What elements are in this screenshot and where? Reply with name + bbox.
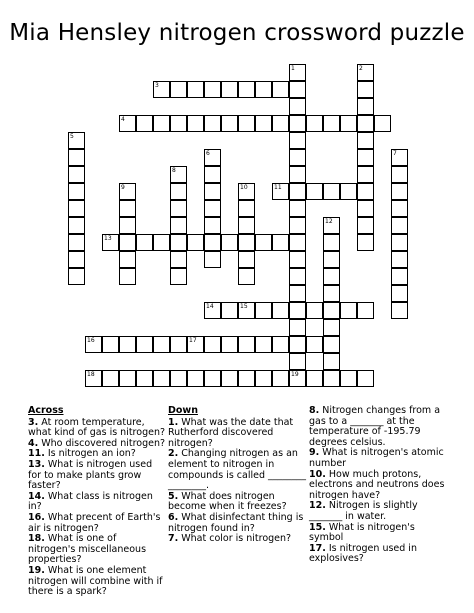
grid-cell[interactable] [204, 81, 221, 98]
grid-cell[interactable] [340, 302, 357, 319]
clue-number: 8 [172, 167, 176, 174]
clue-item [309, 544, 449, 565]
grid-cell[interactable] [289, 64, 306, 81]
clue-number: 4 [121, 116, 125, 123]
grid-cell[interactable] [238, 268, 255, 285]
grid-cell[interactable] [289, 353, 306, 370]
page-title: Mia Hensley nitrogen crossword puzzle [9, 20, 465, 46]
grid-cell[interactable] [170, 370, 187, 387]
grid-cell[interactable] [238, 234, 255, 251]
clue-text: What class is nitrogen in? [28, 490, 153, 513]
across-clues [28, 406, 166, 598]
grid-cell[interactable] [289, 149, 306, 166]
grid-cell[interactable] [119, 234, 136, 251]
grid-cell[interactable] [289, 268, 306, 285]
grid-cell[interactable] [357, 81, 374, 98]
grid-cell[interactable] [391, 234, 408, 251]
grid-cell[interactable] [238, 200, 255, 217]
grid-cell[interactable] [289, 132, 306, 149]
grid-cell[interactable] [306, 183, 323, 200]
grid-cell[interactable] [187, 234, 204, 251]
grid-cell[interactable] [289, 251, 306, 268]
grid-cell[interactable] [357, 98, 374, 115]
clue-number: 3 [155, 82, 159, 89]
grid-cell[interactable] [119, 336, 136, 353]
clue-text: Is nitrogen used in explosives? [309, 542, 417, 565]
clue-text: What is one element nitrogen will combine with if there is a spark? [28, 564, 163, 598]
grid-cell[interactable] [289, 302, 306, 319]
clue-text: What precent of Earth's air is nitrogen? [28, 511, 161, 534]
clue-number: 10 [240, 184, 248, 191]
clue-number: 5. [168, 490, 179, 502]
grid-cell[interactable] [204, 149, 221, 166]
down-heading: Down [168, 405, 198, 416]
clue-text: Is nitrogen an ion? [44, 448, 136, 460]
clue-number: 15. [309, 521, 326, 533]
clue-item [28, 492, 166, 513]
clue-number: 1. [168, 416, 179, 428]
grid-cell[interactable] [323, 336, 340, 353]
clue-item [168, 492, 306, 513]
clue-number: 12 [325, 218, 333, 225]
clue-number: 15 [240, 303, 248, 310]
clue-item [168, 418, 306, 450]
clue-number: 19 [291, 371, 299, 378]
grid-cell[interactable] [357, 370, 374, 387]
grid-cell[interactable] [221, 234, 238, 251]
clue-number: 8. [309, 405, 320, 416]
grid-cell[interactable] [68, 268, 85, 285]
clue-item [28, 513, 166, 534]
clue-item [309, 523, 449, 544]
clue-number: 17. [309, 542, 326, 554]
grid-cell[interactable] [187, 81, 204, 98]
grid-cell[interactable] [153, 115, 170, 132]
grid-cell[interactable] [119, 217, 136, 234]
grid-cell[interactable] [323, 234, 340, 251]
grid-cell[interactable] [255, 81, 272, 98]
clue-number: 11 [274, 184, 282, 191]
clue-number: 10. [309, 468, 326, 480]
clue-text: Who discovered nitrogen? [38, 437, 166, 449]
grid-cell[interactable] [204, 302, 221, 319]
grid-cell[interactable] [102, 370, 119, 387]
clue-text: What color is nitrogen? [178, 533, 292, 545]
grid-cell[interactable] [306, 302, 323, 319]
grid-cell[interactable] [221, 302, 238, 319]
clue-text: Nitrogen is slightly _______ in water. [309, 500, 418, 522]
grid-cell[interactable] [340, 115, 357, 132]
grid-cell[interactable] [357, 166, 374, 183]
clue-number: 14. [28, 490, 45, 502]
grid-cell[interactable] [255, 370, 272, 387]
grid-cell[interactable] [272, 115, 289, 132]
clue-item [168, 534, 306, 545]
grid-cell[interactable] [170, 268, 187, 285]
grid-cell[interactable] [204, 370, 221, 387]
clue-number: 13. [28, 458, 45, 470]
grid-cell[interactable] [289, 115, 306, 132]
clue-text: How much protons, electrons and neutrons does nitrogen have? [309, 468, 445, 501]
grid-cell[interactable] [221, 115, 238, 132]
grid-cell[interactable] [221, 336, 238, 353]
grid-cell[interactable] [187, 115, 204, 132]
grid-cell[interactable] [374, 115, 391, 132]
grid-cell[interactable] [68, 217, 85, 234]
grid-cell[interactable] [323, 285, 340, 302]
clue-number: 17 [189, 337, 197, 344]
grid-cell[interactable] [289, 336, 306, 353]
grid-cell[interactable] [170, 200, 187, 217]
grid-cell[interactable] [102, 234, 119, 251]
grid-cell[interactable] [68, 166, 85, 183]
grid-cell[interactable] [170, 81, 187, 98]
grid-cell[interactable] [255, 336, 272, 353]
grid-cell[interactable] [289, 217, 306, 234]
grid-cell[interactable] [136, 336, 153, 353]
grid-cell[interactable] [391, 166, 408, 183]
grid-cell[interactable] [323, 302, 340, 319]
grid-cell[interactable] [357, 302, 374, 319]
grid-cell[interactable] [357, 200, 374, 217]
grid-cell[interactable] [68, 200, 85, 217]
clue-item [168, 449, 306, 491]
grid-cell[interactable] [357, 234, 374, 251]
clue-number: 16. [28, 511, 45, 523]
grid-cell[interactable] [119, 251, 136, 268]
grid-cell[interactable] [323, 370, 340, 387]
clue-text: What is nitrogen's atomic number [309, 447, 444, 469]
grid-cell[interactable] [170, 166, 187, 183]
grid-cell[interactable] [238, 217, 255, 234]
clue-text: What is nitrogen used for to make plants grow faster? [28, 458, 153, 492]
grid-cell[interactable] [204, 336, 221, 353]
clue-number: 9 [121, 184, 125, 191]
grid-cell[interactable] [289, 200, 306, 217]
clue-item [309, 501, 449, 522]
grid-cell[interactable] [323, 319, 340, 336]
grid-cell[interactable] [340, 370, 357, 387]
clue-number: 6. [168, 511, 179, 523]
grid-cell[interactable] [357, 183, 374, 200]
clue-text: Changing nitrogen as an element to nitrogen in compounds is called ________ ________. [168, 448, 307, 492]
grid-cell[interactable] [204, 166, 221, 183]
grid-cell[interactable] [289, 183, 306, 200]
clue-text: What disinfectant thing is nitrogen found in? [168, 511, 304, 534]
grid-cell[interactable] [136, 115, 153, 132]
grid-cell[interactable] [357, 64, 374, 81]
grid-cell[interactable] [119, 370, 136, 387]
grid-cell[interactable] [187, 370, 204, 387]
grid-cell[interactable] [391, 268, 408, 285]
grid-cell[interactable] [289, 234, 306, 251]
grid-cell[interactable] [153, 81, 170, 98]
grid-cell[interactable] [119, 183, 136, 200]
grid-cell[interactable] [204, 251, 221, 268]
clue-item [28, 534, 166, 566]
down-clues [168, 406, 306, 545]
grid-cell[interactable] [68, 149, 85, 166]
clue-number: 4. [28, 437, 39, 449]
down-clues-continued [309, 406, 449, 565]
grid-cell[interactable] [170, 183, 187, 200]
clue-item [28, 566, 166, 598]
grid-cell[interactable] [221, 81, 238, 98]
grid-cell[interactable] [136, 234, 153, 251]
grid-cell[interactable] [289, 98, 306, 115]
clue-number: 16 [87, 337, 95, 344]
grid-cell[interactable] [170, 115, 187, 132]
grid-cell[interactable] [391, 285, 408, 302]
clue-item [28, 418, 166, 439]
clue-text: At room temperature, what kind of gas is nitrogen? [28, 416, 166, 439]
grid-cell[interactable] [272, 302, 289, 319]
grid-cell[interactable] [255, 234, 272, 251]
grid-cell[interactable] [306, 370, 323, 387]
grid-cell[interactable] [68, 234, 85, 251]
clue-number: 1 [291, 65, 295, 72]
grid-cell[interactable] [238, 370, 255, 387]
grid-cell[interactable] [170, 234, 187, 251]
grid-cell[interactable] [323, 353, 340, 370]
grid-cell[interactable] [289, 285, 306, 302]
grid-cell[interactable] [119, 115, 136, 132]
clue-number: 18. [28, 533, 45, 545]
grid-cell[interactable] [153, 336, 170, 353]
grid-cell[interactable] [323, 268, 340, 285]
grid-cell[interactable] [238, 115, 255, 132]
grid-cell[interactable] [170, 336, 187, 353]
grid-cell[interactable] [391, 149, 408, 166]
grid-cell[interactable] [306, 115, 323, 132]
grid-cell[interactable] [340, 183, 357, 200]
across-heading: Across [28, 405, 64, 416]
grid-cell[interactable] [119, 268, 136, 285]
grid-cell[interactable] [204, 234, 221, 251]
grid-cell[interactable] [323, 183, 340, 200]
grid-cell[interactable] [357, 149, 374, 166]
grid-cell[interactable] [187, 336, 204, 353]
grid-cell[interactable] [272, 81, 289, 98]
grid-cell[interactable] [204, 183, 221, 200]
grid-cell[interactable] [272, 234, 289, 251]
grid-cell[interactable] [391, 200, 408, 217]
clue-item [309, 406, 449, 448]
grid-cell[interactable] [255, 115, 272, 132]
grid-cell[interactable] [68, 183, 85, 200]
grid-cell[interactable] [306, 336, 323, 353]
clue-number: 11. [28, 448, 45, 460]
grid-cell[interactable] [391, 183, 408, 200]
grid-cell[interactable] [153, 234, 170, 251]
grid-cell[interactable] [357, 217, 374, 234]
grid-cell[interactable] [68, 132, 85, 149]
grid-cell[interactable] [272, 370, 289, 387]
clue-text: What is nitrogen's symbol [309, 521, 415, 544]
clue-number: 19. [28, 564, 45, 576]
clue-item [168, 513, 306, 534]
grid-cell[interactable] [289, 166, 306, 183]
grid-cell[interactable] [204, 200, 221, 217]
grid-cell[interactable] [204, 115, 221, 132]
grid-cell[interactable] [289, 370, 306, 387]
clue-item [309, 448, 449, 469]
grid-cell[interactable] [272, 336, 289, 353]
grid-cell[interactable] [238, 81, 255, 98]
clue-number: 18 [87, 371, 95, 378]
grid-cell[interactable] [85, 370, 102, 387]
clue-number: 3. [28, 416, 39, 428]
grid-cell[interactable] [153, 370, 170, 387]
clue-number: 5 [70, 133, 74, 140]
clue-number: 12. [309, 500, 326, 512]
grid-cell[interactable] [289, 319, 306, 336]
clue-item [309, 470, 449, 502]
grid-cell[interactable] [136, 370, 153, 387]
grid-cell[interactable] [272, 183, 289, 200]
clue-number: 9. [309, 447, 320, 459]
grid-cell[interactable] [289, 81, 306, 98]
clue-number: 2. [168, 448, 179, 460]
clue-number: 2 [359, 65, 363, 72]
grid-cell[interactable] [238, 251, 255, 268]
grid-cell[interactable] [238, 302, 255, 319]
grid-cell[interactable] [255, 302, 272, 319]
grid-cell[interactable] [204, 217, 221, 234]
clue-text: What does nitrogen become when it freezes? [168, 490, 287, 513]
grid-cell[interactable] [170, 217, 187, 234]
clue-text: What is one of nitrogen's miscellaneous properties? [28, 533, 147, 566]
grid-cell[interactable] [357, 132, 374, 149]
grid-cell[interactable] [68, 251, 85, 268]
clue-number: 6 [206, 150, 210, 157]
grid-cell[interactable] [119, 200, 136, 217]
grid-cell[interactable] [102, 336, 119, 353]
clue-number: 7. [168, 533, 179, 545]
grid-cell[interactable] [391, 251, 408, 268]
grid-cell[interactable] [170, 251, 187, 268]
grid-cell[interactable] [238, 336, 255, 353]
grid-cell[interactable] [221, 370, 238, 387]
grid-cell[interactable] [357, 115, 374, 132]
grid-cell[interactable] [323, 115, 340, 132]
clue-number: 7 [393, 150, 397, 157]
grid-cell[interactable] [323, 217, 340, 234]
grid-cell[interactable] [238, 183, 255, 200]
grid-cell[interactable] [391, 302, 408, 319]
clue-text: What was the date that Rutherford discovered nitrogen? [168, 416, 294, 449]
grid-cell[interactable] [85, 336, 102, 353]
grid-cell[interactable] [391, 217, 408, 234]
clue-text: Nitrogen changes from a gas to a _______ at the temperature of -195.79 degrees celsius. [309, 405, 441, 448]
clue-number: 13 [104, 235, 112, 242]
clue-number: 14 [206, 303, 214, 310]
grid-cell[interactable] [323, 251, 340, 268]
clue-item [28, 460, 166, 492]
